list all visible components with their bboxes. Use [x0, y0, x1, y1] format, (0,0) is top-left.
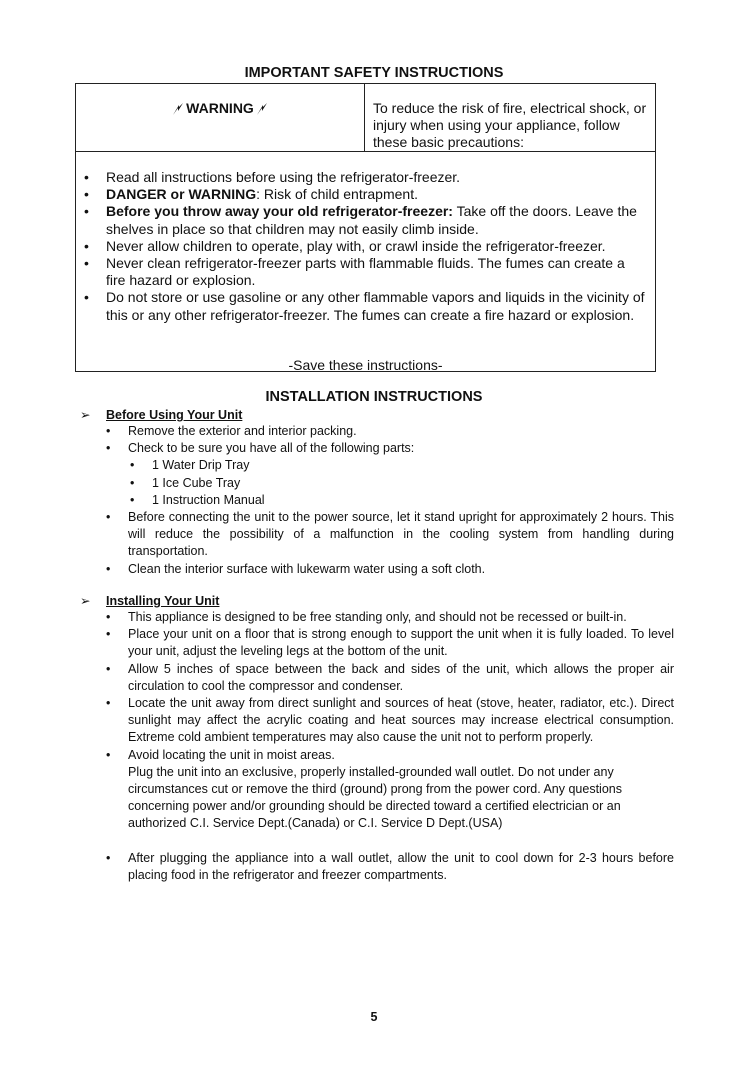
- arrow-bullet-icon: ➢: [80, 408, 91, 422]
- list-item: • Check to be sure you have all of the following parts: • 1 Water Drip Tray • 1 Ice Cube Tray • 1 Instruction Manual: [104, 440, 674, 509]
- list-item: • DANGER or WARNING: Risk of child entrapment.: [82, 186, 647, 203]
- warning-cell: [76, 84, 365, 151]
- list-item: • Never allow children to operate, play with, or crawl inside the refrigerator-freezer.: [82, 238, 647, 255]
- list-item: • Avoid locating the unit in moist areas.: [104, 747, 674, 764]
- part-item: • 1 Instruction Manual: [128, 492, 674, 509]
- save-instructions-line: -Save these instructions-: [288, 357, 443, 373]
- warning-row: [76, 84, 655, 152]
- list-item: • Do not store or use gasoline or any other flammable vapors and liquids in the vicinity of this or any other refrigerator-freezer. The fumes can create a fire hazard or explosion.: [82, 289, 647, 323]
- part-item: • 1 Ice Cube Tray: [128, 475, 674, 492]
- parts-list: [128, 457, 674, 509]
- section-heading-before-using: ➢ Before Using Your Unit: [80, 408, 243, 422]
- list-item: • This appliance is designed to be free standing only, and should not be recessed or built-in.: [104, 609, 674, 626]
- arrow-bullet-icon: ➢: [80, 594, 91, 608]
- list-item: • After plugging the appliance into a wall outlet, allow the unit to cool down for 2-3 hours before placing food in the refrigerator and freezer compartments.: [104, 850, 674, 884]
- part-item: • 1 Water Drip Tray: [128, 457, 674, 474]
- warning-text: To reduce the risk of fire, electrical shock, or injury when using your appliance, follow these basic precautions:: [373, 100, 647, 150]
- before-using-list: [104, 423, 674, 578]
- warning-label: WARNING: [186, 100, 254, 116]
- list-item: • Locate the unit away from direct sunlight and sources of heat (stove, heater, radiator, etc.). Direct sunlight may affect the acrylic coating and heat sources may increase electrical consumption. Extreme cold ambient temperatures may also cause the unit not to perform properly.: [104, 695, 674, 747]
- safety-box: [75, 83, 656, 372]
- page-number: 5: [370, 1010, 378, 1024]
- lightning-icon: [170, 100, 186, 116]
- installation-title: INSTALLATION INSTRUCTIONS: [265, 389, 483, 405]
- list-item: • Before connecting the unit to the power source, let it stand upright for approximately 2 hours. This will reduce the possibility of a malfunction in the cooling system from handling during transportation.: [104, 509, 674, 561]
- safety-list: [82, 169, 647, 324]
- installing-list: [104, 609, 674, 884]
- list-item: • Remove the exterior and interior packing.: [104, 423, 674, 440]
- list-item: • Place your unit on a floor that is strong enough to support the unit when it is fully loaded. To level your unit, adjust the leveling legs at the bottom of the unit.: [104, 626, 674, 660]
- section-heading-installing: ➢ Installing Your Unit: [80, 594, 220, 608]
- list-item: • Never clean refrigerator-freezer parts with flammable fluids. The fumes can create a fire hazard or explosion.: [82, 255, 647, 289]
- list-item: • Allow 5 inches of space between the back and sides of the unit, which allows the proper air circulation to cool the compressor and condenser.: [104, 661, 674, 695]
- list-item: • Before you throw away your old refrigerator-freezer: Take off the doors. Leave the shelves in place so that children may not easily climb inside.: [82, 203, 647, 237]
- plug-paragraph: Plug the unit into an exclusive, properly installed-grounded wall outlet. Do not under any circumstances cut or remove the third (ground) prong from the power cord. Any questions concerning power and/or grounding should be directed toward a certified electrician or an authorized C.I. Service Dept.(Canada) or C.I. Service D Dept.(USA): [128, 764, 622, 831]
- warning-label-wrap: [76, 100, 364, 116]
- lightning-icon: [254, 100, 270, 116]
- safety-title: IMPORTANT SAFETY INSTRUCTIONS: [244, 65, 504, 81]
- list-item: • Clean the interior surface with lukewarm water using a soft cloth.: [104, 561, 674, 578]
- list-item: • Read all instructions before using the refrigerator-freezer.: [82, 169, 647, 186]
